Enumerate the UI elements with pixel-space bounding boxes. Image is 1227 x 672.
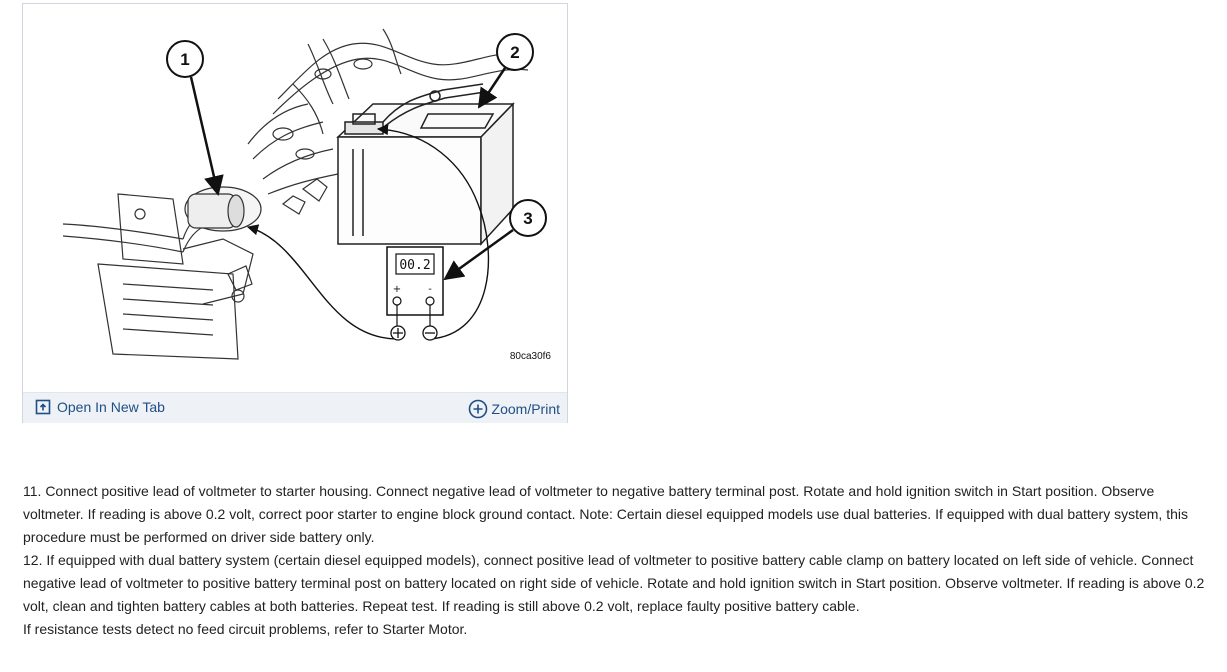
meter-plus-label: + <box>392 284 402 295</box>
zoom-print-link[interactable] <box>468 399 560 419</box>
figure-card <box>22 3 568 423</box>
figure-action-bar <box>23 392 567 423</box>
zoom-print-label: Zoom/Print <box>491 401 560 417</box>
step-12: 12. If equipped with dual battery system (certain diesel equipped models), connect positive lead of voltmeter to positive battery cable clamp on battery located on left side of vehicle. Connect negative lead of voltmeter to positive battery terminal post on battery located on right side of vehicle. Rotate and hold ignition switch in Start position. Observe voltmeter. If reading is above 0.2 volt, clean and tighten battery cables at both batteries. Repeat test. If reading is still above 0.2 volt, replace faulty positive battery cable. <box>23 552 1205 614</box>
starter-ground-test-diagram <box>23 4 567 392</box>
meter-minus-label: - <box>428 284 432 295</box>
battery-drawing <box>338 84 513 244</box>
figure-code: 80ca30f6 <box>509 351 551 362</box>
open-external-icon <box>35 399 51 415</box>
step-11: 11. Connect positive lead of voltmeter to starter housing. Connect negative lead of voltmeter to negative battery terminal post. Rotate and hold ignition switch in Start position. Observe voltmeter. If reading is above 0.2 volt, correct poor starter to engine block ground contact. Note: Certain diesel equipped models use dual batteries. If equipped with dual battery system, this procedure must be performed on driver side battery only. <box>23 483 1188 545</box>
closing-note: If resistance tests detect no feed circuit problems, refer to Starter Motor. <box>23 621 468 637</box>
plus-circle-icon <box>468 399 488 419</box>
open-in-new-tab-link[interactable] <box>35 399 165 415</box>
voltmeter <box>387 247 443 340</box>
procedure-text <box>23 480 1213 641</box>
meter-reading: 00.2 <box>399 258 431 273</box>
svg-text:3: 3 <box>523 209 533 228</box>
svg-text:1: 1 <box>180 50 190 69</box>
starter-motor-drawing <box>63 187 261 359</box>
open-in-new-tab-label: Open In New Tab <box>57 399 165 415</box>
callout-1 <box>167 41 218 194</box>
svg-text:2: 2 <box>510 43 520 62</box>
